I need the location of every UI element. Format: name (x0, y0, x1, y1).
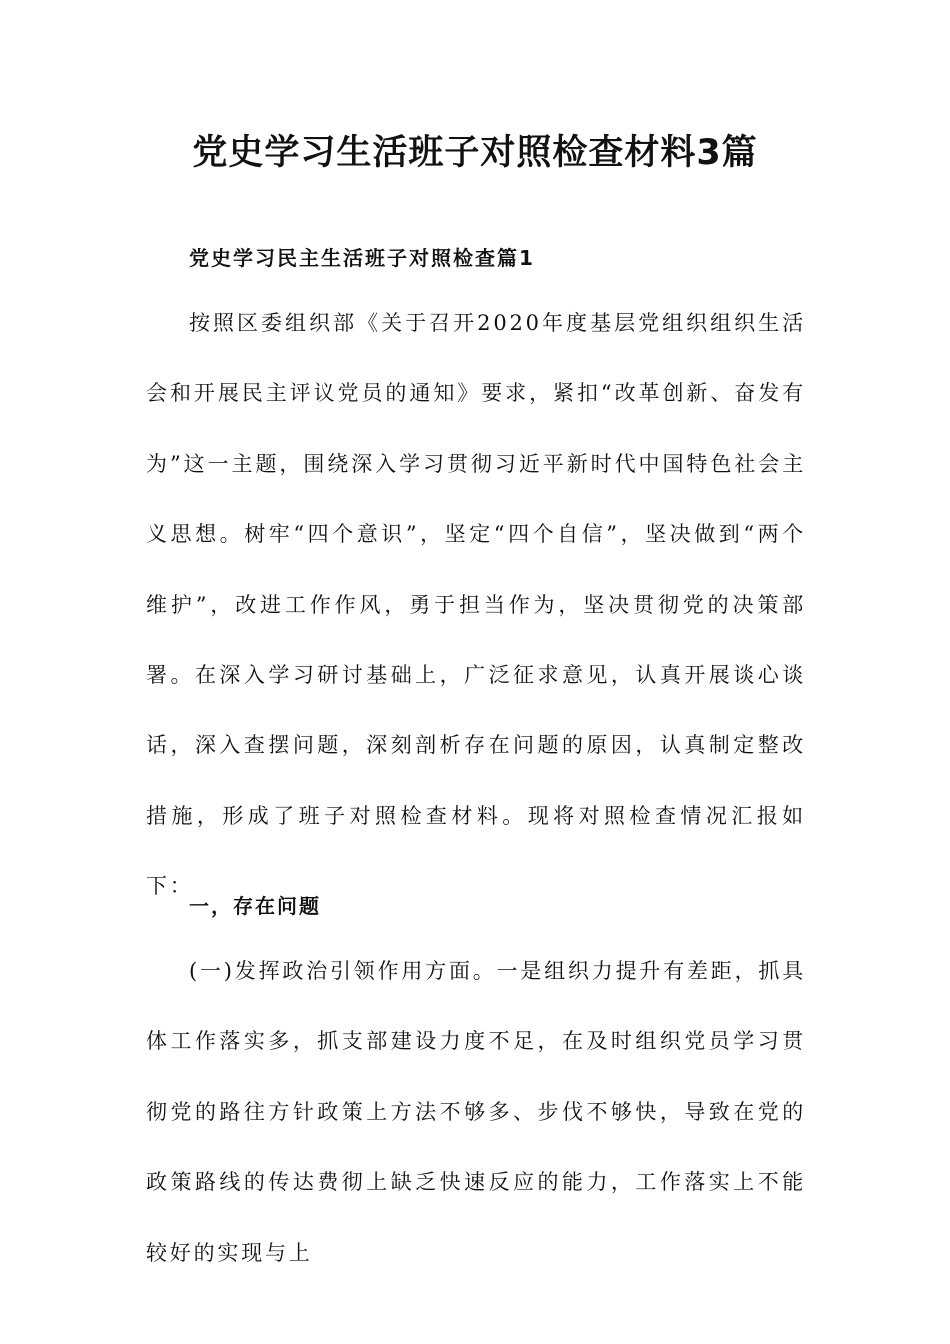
document-title: 党史学习生活班子对照检查材料3篇 (192, 133, 758, 173)
article-subheading: 党史学习民主生活班子对照检查篇1 (189, 246, 535, 270)
section-heading-problems: 一，存在问题 (189, 894, 321, 918)
intro-paragraph: 按照区委组织部《关于召开2020年度基层党组织组织生活会和开展民主评议党员的通知》要求，紧扣“改革创新、奋发有为”这一主题，围绕深入学习贯彻习近平新时代中国特色社会主义思想。树牢“四个意识”，坚定“四个自信”，坚决做到“两个维护”，改进工作作风，勇于担当作为，坚决贯彻党的决策部署。在深入学习研讨基础上，广泛征求意见，认真开展谈心谈话，深入查摆问题，深刻剖析存在问题的原因，认真制定整改措施，形成了班子对照检查材料。现将对照检查情况汇报如下： (146, 311, 806, 899)
problems-paragraph: (一)发挥政治引领作用方面。一是组织力提升有差距，抓具体工作落实多，抓支部建设力度不足，在及时组织党员学习贯彻党的路往方针政策上方法不够多、步伐不够快，导致在党的政策路线的传达费彻上缺乏快速反应的能力，工作落实上不能较好的实现与上 (146, 959, 806, 1265)
